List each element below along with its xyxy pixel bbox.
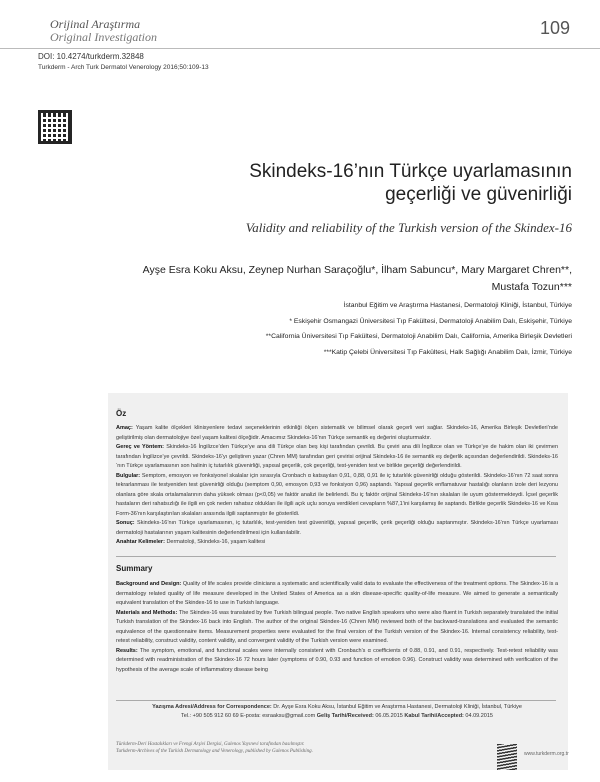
- doi[interactable]: DOI: 10.4274/turkderm.32848: [38, 52, 144, 61]
- publisher-note-en: Turkderm-Archives of the Turkish Dermatology and Venerology, published by Galenos Publishing.: [116, 748, 313, 754]
- affiliation: İstanbul Eğitim ve Araştırma Hastanesi, Dermatoloji Kliniği, İstanbul, Türkiye: [343, 302, 572, 309]
- keywords-text: Dermatoloji, Skindeks-16, yaşam kalitesi: [166, 539, 266, 545]
- gerec-label: Gereç ve Yöntem:: [116, 444, 164, 450]
- accepted-label: Kabul Tarihi/Accepted:: [404, 713, 464, 719]
- authors: [32, 262, 572, 296]
- abstract-tr-heading: Öz: [116, 409, 127, 418]
- header-rule: [0, 48, 600, 49]
- correspondence-contact: Tel.: +90 505 912 60 69 E-posta: esraaksu@gmail.com: [181, 713, 316, 719]
- sonuc-label: Sonuç:: [116, 520, 135, 526]
- correspondence: [116, 703, 558, 721]
- affiliations: [32, 298, 572, 360]
- abstract-en-body: [116, 580, 558, 675]
- correspondence-divider: [116, 700, 556, 701]
- correspondence-label: Yazışma Adresi/Address for Correspondence:: [152, 704, 272, 710]
- amac-label: Amaç:: [116, 425, 133, 431]
- accepted-date: 04.09.2015: [465, 713, 493, 719]
- sonuc-text: Skindeks-16’nın Türkçe uyarlamasının, iç tutarlılık, test-yeniden test güvenirliği, yapısal geçerlik, çerik geçerliği olduğu saptanmıştır. Skindeks-16’nın Türkçe uyarlaması dermatoloji hastalarının yaşam kalitesinin değerlendirilmesi için kullanılabilir.: [116, 520, 559, 536]
- section-divider: [116, 556, 556, 557]
- qr-code-icon: [38, 110, 72, 144]
- affiliation: * Eskişehir Osmangazi Üniversitesi Tıp Fakültesi, Dermatoloji Anabilim Dalı, Eskişehir, Türkiye: [289, 317, 572, 325]
- article-title: [72, 160, 572, 206]
- results-label: Results:: [116, 647, 138, 654]
- amac-text: Yaşam kalite ölçekleri klinisyenlere tedavi seçeneklerinin etkinliği ölçen sistematik ve bilimsel olarak geçerli veri sağlar. Skindeks-16, Amerika Birleşik Devletleri’nde geliştirilmiş olan dermatolojiye özel yaşam kalitesi ölçeğidir. Amacımız Skindeks-16’nın Türkçe semantik eş değerini oluşturmaktır.: [116, 425, 558, 441]
- correspondence-address: Dr. Ayşe Esra Koku Aksu, İstanbul Eğitim ve Araştırma Hastanesi, Dermatoloji Kliniği, İstanbul, Türkiye: [273, 704, 522, 710]
- bulgular-label: Bulgular:: [116, 472, 141, 479]
- article-type: [50, 18, 157, 44]
- affiliation: **California Üniversitesi Tıp Fakültesi, Dermatoloji Anabilim Dalı, California, Amerika Birleşik Devletleri: [265, 333, 572, 340]
- title-line-1: Skindeks-16’nın Türkçe uyarlamasının: [249, 161, 572, 182]
- gerec-text: Skindeks-16 İngilizce’den Türkçe’ye ana dili Türkçe olan beş kişi tarafından çevrildi. Bu çeviri ana dili İngilizce olan ve Türkçe’ye de hakim olan iki çevirmen tarafından İngilizce’ye çevrildi. Skindeks-16’yı geliştiren yazar (Chren MM) tarafından geri çevirisi orijinal Skindeks-16 ile semantik eş değerlik açısından değerlendirildi. Skindeks-16 ‘nın Türkçe uyarlamasının son halinin iç tutarlılık güvenirliği, yapısal geçerlik, çok geçerliği, test-yeniden test ve birlikte geçerliği değerlendirildi.: [116, 444, 559, 469]
- article-type-tr: Orijinal Araştırma: [50, 17, 141, 31]
- background-text: Quality of life scales provide clinicians a systematic and scientifically valid data to evaluate the effectiveness of the treatment options. The Skindex-16 is a dermatology related quality of life measure developed in the United States of America as a skin disease-specific quality-of-life measure. We aimed to generate a semantically equivalent translation of the Skindex-16 to use in Turkish language.: [116, 581, 559, 606]
- article-subtitle: Validity and reliability of the Turkish version of the Skindex-16: [245, 220, 572, 235]
- journal-citation: Turkderm - Arch Turk Dermatol Venerology 2016;50:109-13: [38, 64, 209, 71]
- affiliation: ***Katip Çelebi Üniversitesi Tıp Fakültesi, Halk Sağlığı Anabilim Dalı, İzmir, Türkiye: [323, 348, 572, 356]
- title-line-2: geçerliği ve güvenirliği: [385, 184, 572, 205]
- background-label: Background and Design:: [116, 581, 182, 587]
- article-type-en: Original Investigation: [50, 30, 157, 44]
- abstract-tr-body: [116, 424, 558, 548]
- keywords-label: Anahtar Kelimeler:: [116, 539, 165, 545]
- methods-label: Materials and Methods:: [116, 609, 178, 616]
- received-label: Geliş Tarihi/Received:: [316, 713, 374, 719]
- authors-line-1: Ayşe Esra Koku Aksu, Zeynep Nurhan Saraçoğlu*, İlham Sabuncu*, Mary Margaret Chren**,: [142, 264, 572, 276]
- results-text: The symptom, emotional, and functional scales were internally consistent with Cronbach’s α coefficients of 0.88, 0.91, and 0.91, respectively. Test-retest reliability was determined with readministration of the Skindex-16 72 hours later (symptoms of 0.90, 0.93 and function of emotion 0.96). Construct validity was determined with verification of the hypothesis of the average scale of inflammatory disease being: [116, 647, 558, 673]
- methods-text: The Skindex-16 was translated by five Turkish bilingual people. Two native English speakers who were also fluent in Turkish separately translated the initial Turkish translation of the Skindex-16 back into English. The author of the original Skindex-16 (Chren MM) reviewed both of the backward-translations and evaluated the semantic equivalence of the questionnaire items. Measurement properties were evaluated for the final version of the Turkish version of the Skindex-16. Internal consistency reliability, test-retest reliability, construct validity, content validity, and convergent validity of the Turkish version were examined.: [116, 609, 558, 644]
- publisher-note-tr: Türkderm-Deri Hastalıkları ve Frengi Arşivi Dergisi, Galenos Yayınevi tarafından basılmıştır.: [116, 742, 305, 747]
- publisher-logo-icon: [497, 744, 517, 770]
- bulgular-text: Semptom, emosyon ve fonksiyonel skalalar için sırasıyla Cronbach α katsayıları 0,91, 0,88, 0,91 ile iç tutarlılık güvenirliği olduğu gösterildi. Skindeks-16’nın 72 saat sonra tekrarlanması ile testyeniden test güvenirliği olduğu (semptom 0,90, emosyon 0,93 ve fonksiyon 0,96) saptandı. Yapısal geçerlik enflamatuvar hastalığı olanların izole deri lezyonu olanlara göre skala ortalamalarının daha yüksek olması (p<0,05) ve faktör analizi ile belirlendi. Bu iç faktör orijinal Skindeks-16’nın skalaları ile uyum göstermekteydi. İçsel geçerlik hastaların deri rahatsızlığı ile ilgili en çok neden rahatsız oldukları ile ilgili açık uçlu soruya verdikleri cevapların %87,1’ini karşılamış ile saptandı. Birlikte geçerlik Skindeks-16 ve Kısa Form-36’nın karşılaştırılan skalaları arasında ilgili saptanmıştır ile gösterildi.: [116, 472, 558, 517]
- authors-line-2: Mustafa Tozun***: [491, 281, 572, 293]
- publisher-note: [116, 742, 313, 755]
- journal-url[interactable]: www.turkderm.org.tr: [524, 751, 569, 757]
- abstract-en-heading: Summary: [116, 564, 153, 573]
- received-date: 06.05.2015: [375, 713, 403, 719]
- page-number: 109: [539, 18, 570, 38]
